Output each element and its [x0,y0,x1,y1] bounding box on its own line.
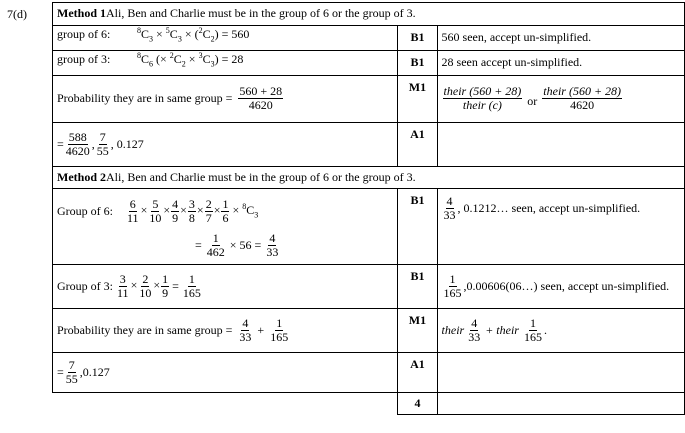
m1-probability-mark: M1 [398,76,437,123]
product-fraction: $\frac{5}{10}$ [149,196,162,225]
m2-group6-row [53,189,685,265]
m1-group6-row [53,26,685,51]
times-sign: × [213,202,221,217]
m1-answer-equals: = [57,136,64,151]
m1-group6-label: group of 6: [57,27,111,42]
m2-group6-guidance-fraction: $\frac{4}{33}$ [443,193,456,222]
m1-probability-row [53,76,685,123]
m2-group3-guidance-fraction: $\frac{1}{165}$ [443,271,462,300]
m2-answer-decimal: ,0.127 [79,364,110,379]
m2-probability-row: Probability they are in same group = $\frac{4}{33}$ + $\frac{1}{165}$ M1 their $\frac{4}{33}$ + their $\frac{1}{165}$ . [53,309,685,353]
product-fraction: $\frac{3}{11}$ [117,271,129,300]
m1-answer-decimal: 0.127 [116,136,144,151]
m1-group3-expression: $^8C_6$ (× $^2C_2 \times ^3C_3) = 28$ [137,51,244,69]
m2-answer-fraction: $\frac{7}{55}$ [65,357,78,386]
m1-answer-fraction-2: $\frac{7}{55}$ [96,129,109,158]
m1-guidance-fraction-1: $\frac{\text{their (560 + 28)}}{\text{their (c)}}$ [443,83,522,112]
total-mark: 4 [398,393,437,415]
m2-guidance-fraction-1: $\frac{4}{33}$ [468,315,481,344]
m1-group3-guidance: 28 seen accept un-simplified. [437,51,684,76]
m2-group3-fraction: $\frac{1}{165}$ [182,271,201,300]
product-fraction: $\frac{4}{9}$ [172,196,179,225]
question-number: 7(d) [7,7,27,21]
m2-group6-equals: = [195,237,202,252]
m2-probability-fraction-1: $\frac{4}{33}$ [239,315,252,344]
m1-guidance-or: or [527,93,538,108]
times-sign: × [163,202,171,217]
m2-answer-mark: A1 [398,353,437,393]
m1-answer-fraction-1: $\frac{588}{4620}$ [65,129,90,158]
m2-group3-guidance-text: ,0.00606(06…) seen, accept un-simplified. [463,278,670,293]
product-fraction: $\frac{2}{10}$ [139,271,152,300]
m1-answer-mark: A1 [398,123,437,167]
m2-group3-product [115,273,170,299]
method2-label: Method 2 [57,170,106,184]
product-fraction: $\frac{1}{9}$ [162,271,169,300]
m2-group3-mark: B1 [398,265,437,309]
times-sign: × [180,202,187,217]
method2-header-row [53,167,685,189]
m2-group6-mark: B1 [398,189,437,265]
m1-probability-label: Probability they are in same group = [57,90,233,105]
m2-probability-fraction-2: $\frac{1}{165}$ [270,315,289,344]
m1-probability-fraction: $\frac{560 + 28}{4620}$ [239,83,283,112]
m2-group6-fraction-a: $\frac{1}{462}$ [206,230,225,259]
product-fraction: $\frac{3}{8}$ [188,196,195,225]
m2-answer-row: = $\frac{7}{55}$ ,0.127 A1 [53,353,685,393]
m1-group3-mark: B1 [398,51,437,76]
m1-answer-row: = $\frac{588}{4620}$ , $\frac{7}{55}$ , 0.127 A1 [53,123,685,167]
m1-group3-row [53,51,685,76]
m2-guidance-fraction-2: $\frac{1}{165}$ [523,315,542,344]
times-sign: × [153,277,161,292]
m2-group6-guidance-text: , 0.1212… seen, accept un-simplified. [457,200,641,215]
m2-probability-mark: M1 [398,309,437,353]
m2-group3-label: Group of 3: [57,278,113,293]
m2-group6-label: Group of 6: [57,203,113,218]
method1-description: Ali, Ben and Charlie must be in the group of 6 or the group of 3. [106,6,416,20]
times-sign: × [196,202,204,217]
m1-group6-mark: B1 [398,26,437,51]
m2-group3-row [53,265,685,309]
m1-group3-label: group of 3: [57,52,111,67]
m1-group6-expression: $^8C_3 \times ^5C_3 \times (^2C_2) = 560$ [137,26,250,44]
m2-group6-product [125,198,230,224]
m2-group6-mult: × 56 = [229,237,262,252]
times-sign: × [130,277,138,292]
method1-header-row [53,3,685,26]
product-fraction: $\frac{1}{6}$ [222,196,229,225]
m1-group6-guidance: 560 seen, accept un-simplified. [437,26,684,51]
m2-probability-label: Probability they are in same group = [57,322,233,337]
product-fraction: $\frac{6}{11}$ [127,196,139,225]
m2-group6-tail: × $^8C_3$ [232,202,259,220]
m1-guidance-fraction-2: $\frac{\text{their (560 + 28)}}{4620}$ [543,83,622,112]
method1-label: Method 1 [57,6,106,20]
product-fraction: $\frac{2}{7}$ [205,196,212,225]
method2-description: Ali, Ben and Charlie must be in the group of 6 or the group of 3. [106,170,416,184]
m2-group6-fraction-b: $\frac{4}{33}$ [266,230,279,259]
times-sign: × [140,202,148,217]
m2-group3-equals: = [172,278,179,293]
markscheme-table [52,2,685,415]
total-row [53,393,685,415]
